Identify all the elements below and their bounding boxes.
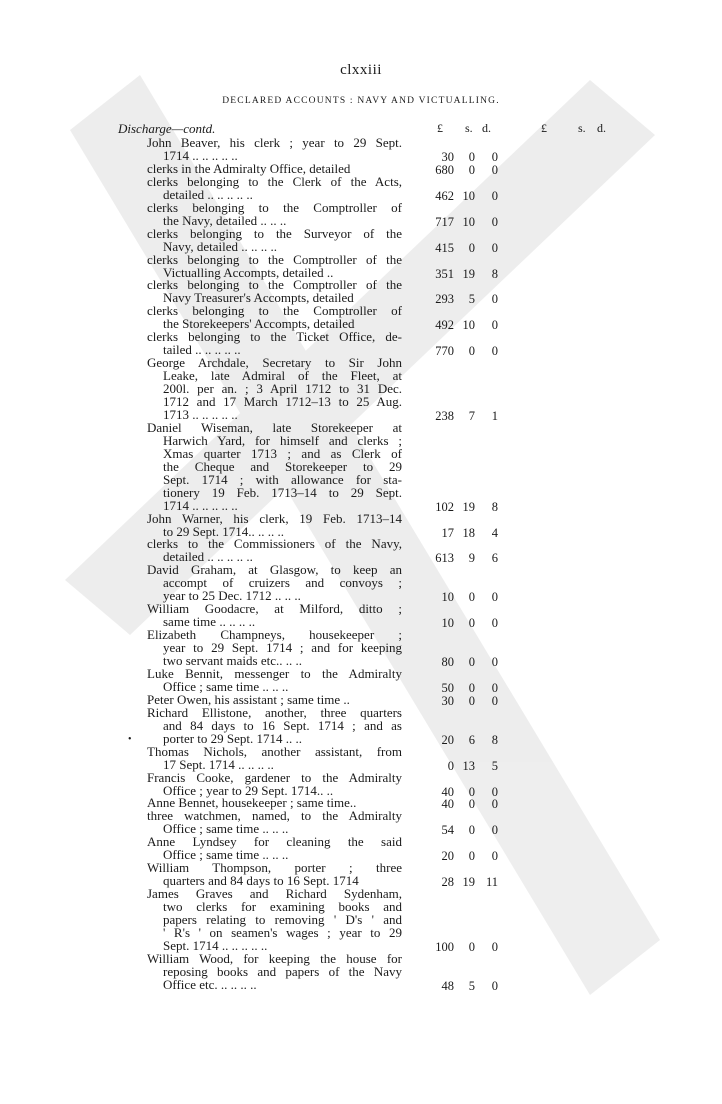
amount-pounds: 20 [441,732,454,747]
amount-shillings: 13 [462,758,475,773]
entry-text-line: quarters and 84 days to 16 Sept. 1714 [163,873,359,889]
amount-shillings: 0 [468,680,475,695]
entry-text-line: 1712 and 17 March 1712–13 to 25 Aug. [163,394,402,409]
amount-pounds: 20 [441,849,454,864]
amount-shillings: 0 [468,784,475,799]
amount-pounds: 30 [441,693,454,708]
amount-shillings: 0 [468,240,475,255]
amount-shillings: 0 [468,939,475,954]
entry-text-line: 17 Sept. 1714 .. .. .. .. [163,756,274,772]
column-header-shillings: s. [465,121,473,135]
entry-text-line: tailed .. .. .. .. .. [163,342,241,358]
amount-pounds: 10 [441,616,454,631]
entry-text-line: clerks belonging to the Ticket Office, de- [147,329,402,345]
amount-pence: 4 [491,525,498,540]
entry-text-line: Office ; year to 29 Sept. 1714.. .. [163,782,334,798]
entry-text-line: clerks to the Commissioners of the Navy, [147,536,402,552]
margin-mark: • [128,734,132,745]
amount-pounds: 10 [441,590,454,605]
amount-shillings: 6 [468,732,475,747]
entry-text-line: William Wood, for keeping the house for [147,950,402,966]
amount-pounds: 54 [441,823,454,838]
amount-pounds: 40 [441,797,454,812]
entry-text-line: Office ; same time .. .. .. [163,821,289,837]
amount-pence: 11 [485,875,498,890]
amount-shillings: 0 [468,162,475,177]
amount-pounds: 770 [435,344,454,359]
entry-text-line: Francis Cooke, gardener to the Admiralty [147,769,402,785]
entry-text-line: Luke Bennit, messenger to the Admiralty [147,665,402,681]
column-header-pounds-total: £ [541,121,547,135]
entry-text-line: clerks belonging to the Comptroller of [147,199,402,215]
amount-shillings: 5 [468,292,475,307]
amount-pence: 0 [491,162,498,177]
amount-shillings: 10 [462,188,475,203]
amount-pence: 5 [491,758,498,773]
amount-pence: 0 [491,590,498,605]
amount-shillings: 0 [468,149,475,164]
amount-shillings: 0 [468,797,475,812]
amount-pounds: 238 [435,408,454,423]
entry-text-line: and 84 days to 16 Sept. 1714 ; and as [163,717,402,733]
amount-pence: 1 [491,408,498,423]
amount-shillings: 0 [468,616,475,631]
amount-shillings: 0 [468,590,475,605]
amount-pence: 0 [491,344,498,359]
amount-pence: 0 [491,939,498,954]
amount-pounds: 50 [441,680,454,695]
amount-pence: 0 [491,797,498,812]
entry-text-line: Office ; same time .. .. .. [163,847,289,863]
entry-text-line: clerks belonging to the Surveyor of the [147,225,402,241]
amount-shillings: 19 [462,875,475,890]
entry-text-line: Xmas quarter 1713 ; and as Clerk of [163,445,402,461]
amount-pounds: 415 [435,240,454,255]
entry-text-line: to 29 Sept. 1714.. .. .. .. [163,523,284,539]
entry-text-line: the Storekeepers' Accompts, detailed [163,316,355,332]
amount-shillings: 5 [468,978,475,993]
amount-pence: 0 [491,978,498,993]
amount-pounds: 351 [435,266,454,281]
entry-text-line: same time .. .. .. .. [163,614,256,630]
amount-shillings: 19 [462,266,475,281]
entry-text-line: tionery 19 Feb. 1713–14 to 29 Sept. [163,484,402,500]
entry-text-line: Anne Bennet, housekeeper ; same time.. [147,795,357,811]
entry-text-line: the Navy, detailed .. .. .. [163,212,287,228]
entry-text-line: clerks belonging to the Clerk of the Acts, [147,173,402,189]
entry-text-line: the Cheque and Storekeeper to 29 [163,458,402,474]
running-head: DECLARED ACCOUNTS : NAVY AND VICTUALLING. [222,96,500,106]
entry-text-line: William Goodacre, at Milford, ditto ; [147,601,402,617]
amount-pounds: 48 [441,978,454,993]
entry-text-line: David Graham, at Glasgow, to keep an [147,562,402,578]
amount-shillings: 0 [468,849,475,864]
entry-text-line: Anne Lyndsey for cleaning the said [147,834,402,850]
entry-text-line: two servant maids etc.. .. .. [163,653,302,668]
amount-pence: 0 [491,693,498,708]
entry-text-line: ' R's ' on seamen's wages ; year to 29 [163,924,402,940]
entry-text-line: 1714 .. .. .. .. .. [163,147,238,163]
entry-text-line: Office ; same time .. .. .. [163,678,289,694]
entry-text-line: clerks in the Admiralty Office, detailed [147,160,351,176]
entry-text-line: year to 25 Dec. 1712 .. .. .. [163,588,301,604]
amount-pounds: 28 [441,875,454,890]
amount-shillings: 9 [468,551,475,566]
amount-pence: 0 [491,616,498,631]
entry-text-line: Victualling Accompts, detailed .. [163,264,334,280]
amount-shillings: 0 [468,823,475,838]
entry-text-line: two clerks for examining books and [163,899,402,915]
amount-pence: 0 [491,292,498,307]
entry-text-line: William Thompson, porter ; three [147,860,402,876]
amount-shillings: 0 [468,344,475,359]
entry-text-line: George Archdale, Secretary to Sir John [147,355,402,371]
amount-pounds: 613 [435,551,454,566]
amount-pence: 0 [491,680,498,695]
entry-text-line: Navy Treasurer's Accompts, detailed [163,290,354,306]
entry-text-line: reposing books and papers of the Navy [163,963,402,979]
column-header-pence-total: d. [597,121,606,135]
amount-shillings: 18 [462,525,475,540]
amount-pounds: 717 [435,214,454,229]
amount-pounds: 0 [447,758,454,773]
column-header-shillings-total: s. [578,121,586,135]
entry-text-line: John Beaver, his clerk ; year to 29 Sept. [147,135,402,150]
entry-text-line: porter to 29 Sept. 1714 .. .. [163,730,303,746]
entry-text-line: three watchmen, named, to the Admiralty [147,808,402,824]
entry-text-line: Sept. 1714 .. .. .. .. .. [163,937,268,953]
amount-pounds: 80 [441,655,454,669]
entry-text-line: 1713 .. .. .. .. .. [163,406,238,422]
amount-pence: 8 [491,499,498,514]
amount-pence: 0 [491,784,498,799]
section-heading: Discharge—contd. [118,121,216,136]
amount-shillings: 7 [468,408,475,423]
entry-text-line: accompt of cruizers and convoys ; [163,575,402,591]
amount-pounds: 30 [441,149,454,164]
amount-pence: 0 [491,655,498,669]
page-number: clxxiii [340,62,382,78]
amount-pence: 0 [491,188,498,203]
amount-shillings: 0 [468,655,475,669]
amount-pounds: 40 [441,784,454,799]
entry-text-line: Daniel Wiseman, late Storekeeper at [147,419,402,435]
entry-text-line: detailed .. .. .. .. .. [163,549,253,565]
entry-text-line: Richard Ellistone, another, three quarters [147,704,402,720]
amount-pence: 8 [491,266,498,281]
entry-text-line: clerks belonging to the Comptroller of the [147,277,402,293]
amount-pence: 0 [491,149,498,164]
entry-text-line: Elizabeth Champneys, housekeeper ; [147,627,402,643]
amount-pounds: 492 [435,318,454,333]
entry-text-line: Leake, late Admiral of the Fleet, at [163,368,402,384]
entry-text-line: Peter Owen, his assistant ; same time .. [147,691,350,707]
entry-text-line: clerks belonging to the Comptroller of [147,303,402,319]
amount-pence: 6 [491,551,498,566]
entry-text-line: Thomas Nichols, another assistant, from [147,743,402,759]
amount-pounds: 102 [435,499,454,514]
entry-text-line: 200l. per an. ; 3 April 1712 to 31 Dec. [163,381,402,397]
entry-text-line: Harwich Yard, for himself and clerks ; [163,432,402,448]
column-header-pounds: £ [437,121,443,135]
entry-text-line: 1714 .. .. .. .. .. [163,497,238,513]
entry-text-line: detailed .. .. .. .. .. [163,186,253,202]
amount-shillings: 0 [468,693,475,708]
amount-pence: 0 [491,823,498,838]
amount-pence: 0 [491,318,498,333]
amount-pounds: 293 [435,292,454,307]
amount-shillings: 10 [462,318,475,333]
entry-text-line: John Warner, his clerk, 19 Feb. 1713–14 [147,510,402,526]
amount-pounds: 462 [435,188,454,203]
amount-pence: 8 [491,732,498,747]
amount-pounds: 17 [441,525,454,540]
entry-text-line: Navy, detailed .. .. .. .. [163,238,277,254]
amount-pence: 0 [491,849,498,864]
entry-text-line: James Graves and Richard Sydenham, [147,886,402,902]
entry-text-line: clerks belonging to the Comptroller of the [147,251,402,267]
column-header-pence: d. [482,121,491,135]
entry-text-line: Sept. 1714 ; with allowance for sta- [163,471,402,487]
amount-pence: 0 [491,214,498,229]
amount-shillings: 19 [462,499,475,514]
amount-pence: 0 [491,240,498,255]
amount-shillings: 10 [462,214,475,229]
entry-text-line: papers relating to removing ' D's ' and [163,912,402,927]
entry-text-line: year to 29 Sept. 1714 ; and for keeping [163,640,402,656]
entry-text-line: Office etc. .. .. .. .. [163,976,257,992]
amount-pounds: 100 [435,939,454,954]
amount-pounds: 680 [435,162,454,177]
